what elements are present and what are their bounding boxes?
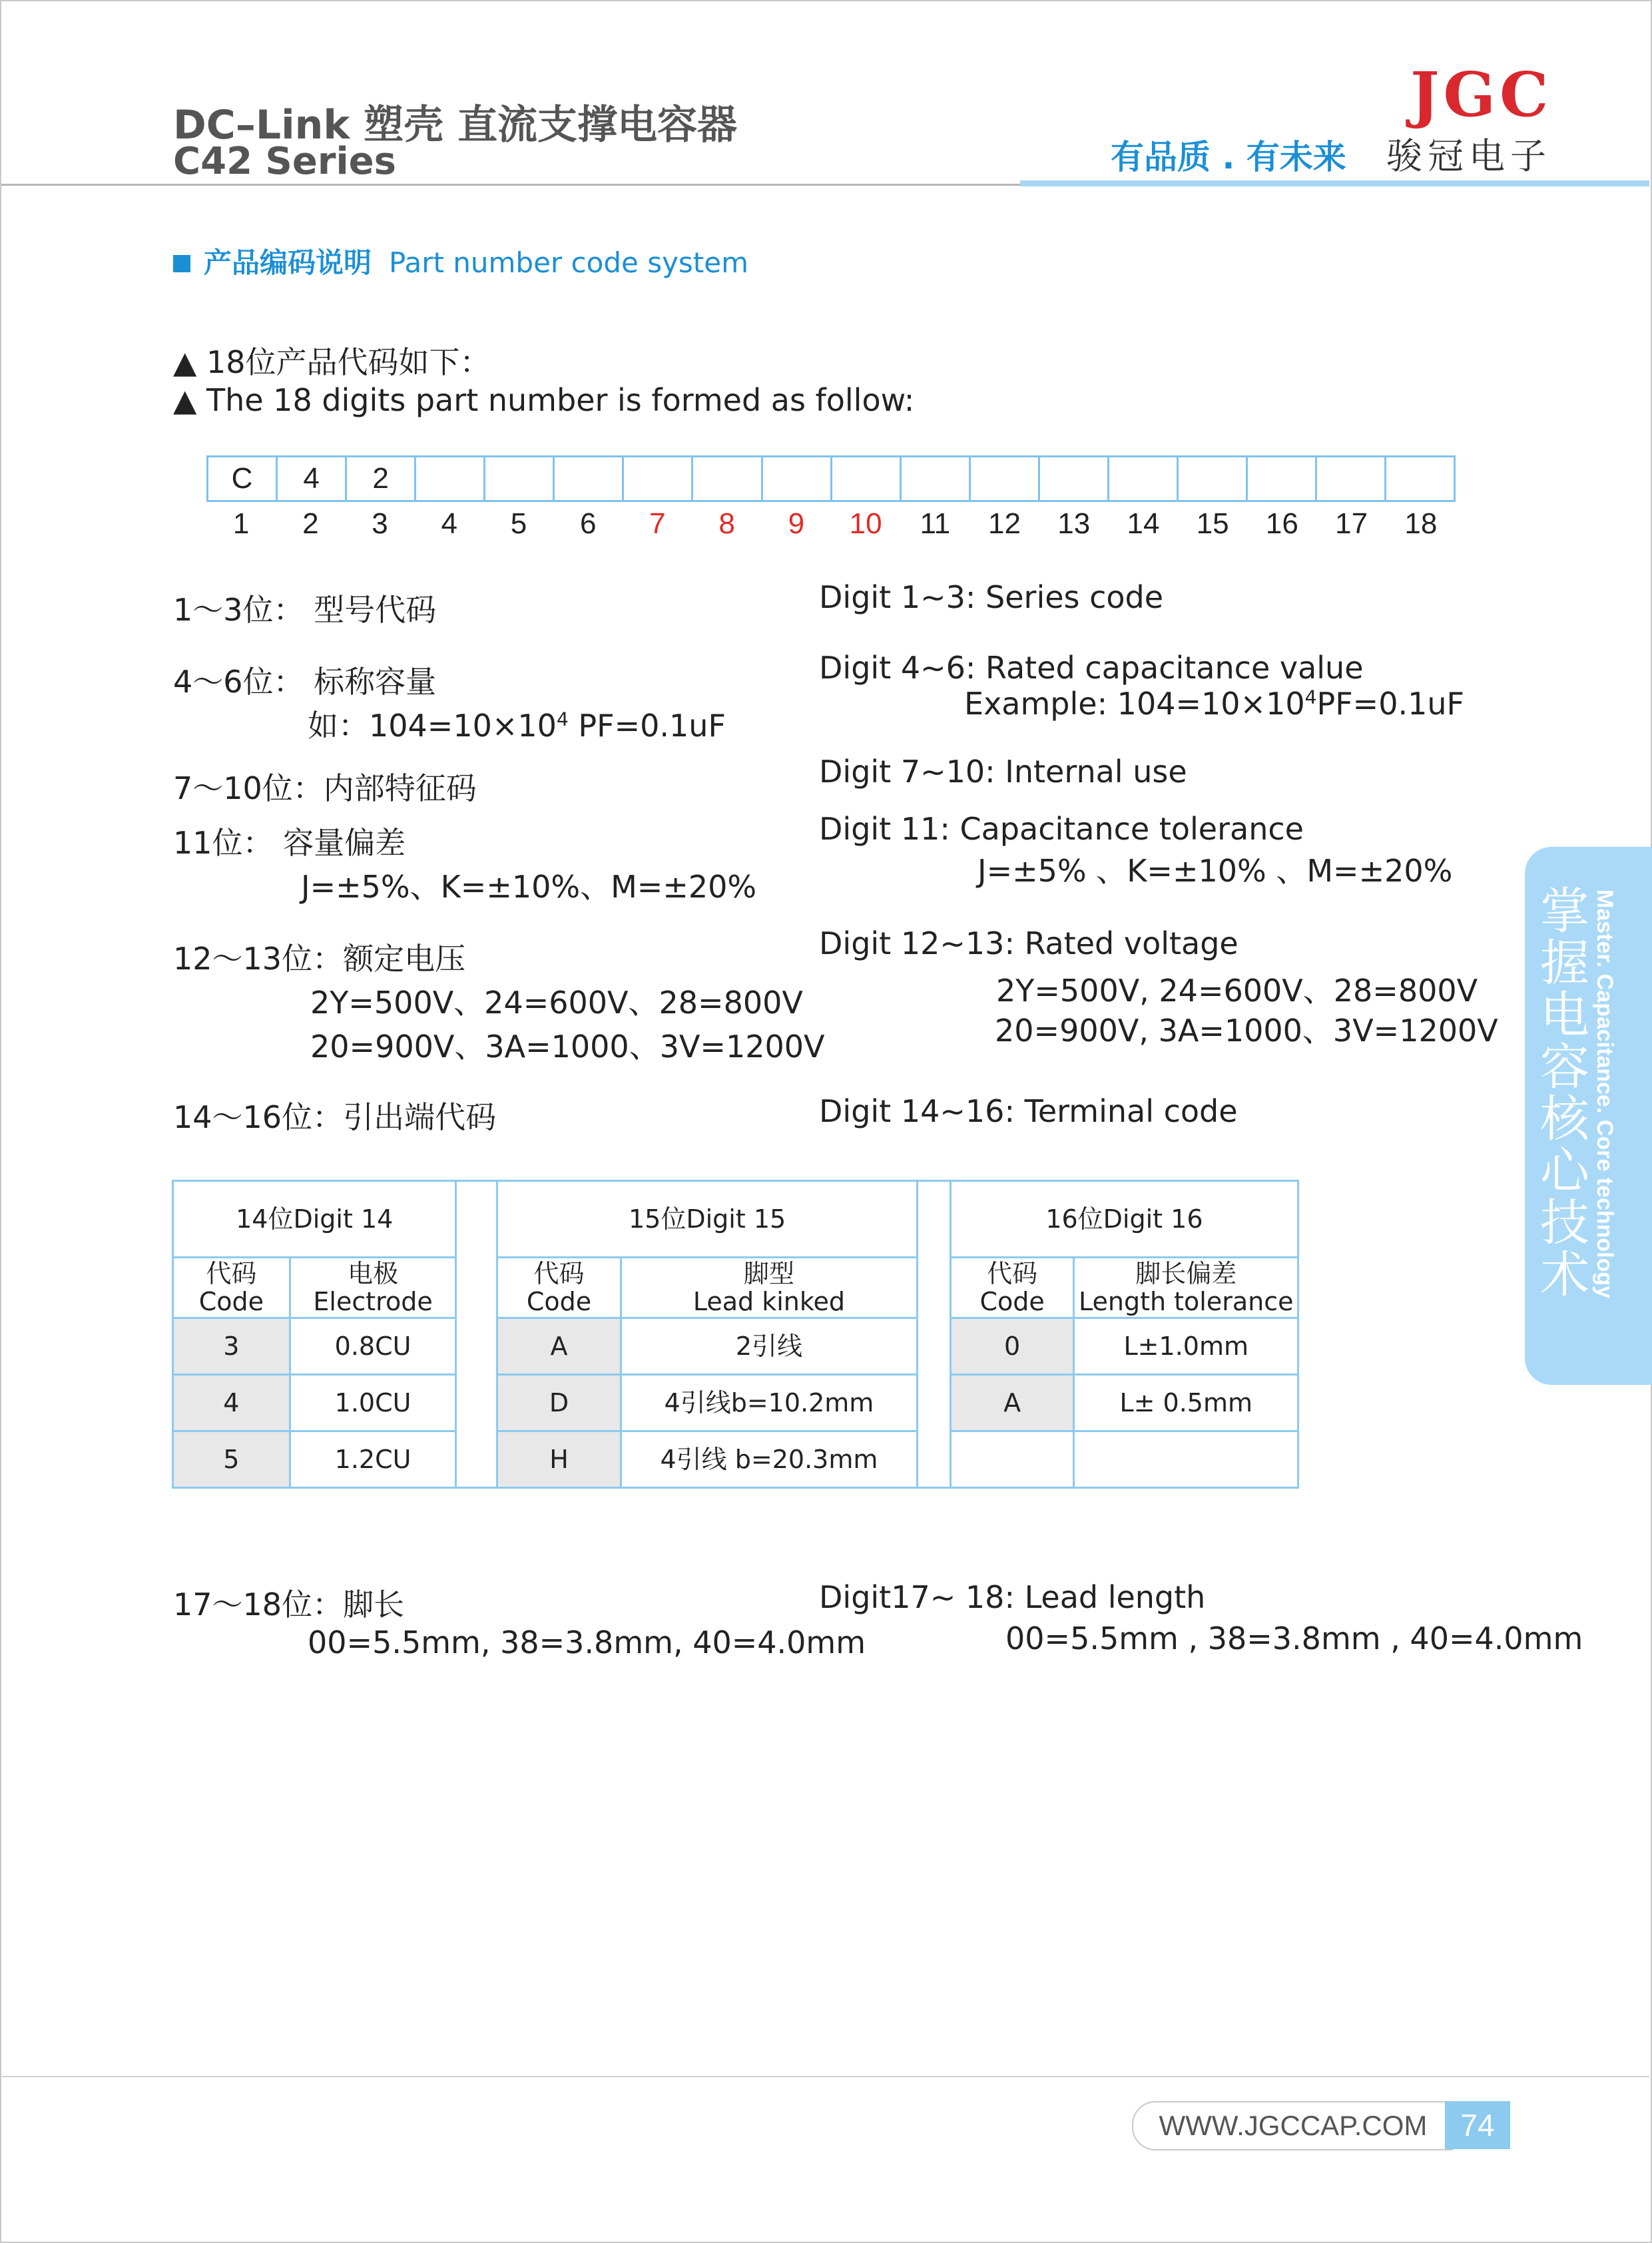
digit-cell — [693, 457, 762, 500]
digit-position-numbers — [206, 507, 1456, 541]
table-cell: L± 0.5mm — [1074, 1375, 1298, 1431]
digit-number: 16 — [1265, 507, 1298, 540]
digit-number-internal: 9 — [788, 507, 805, 540]
table-cell: A — [950, 1375, 1074, 1431]
digit-number: 6 — [579, 507, 597, 540]
digit-number: 12 — [988, 507, 1021, 540]
digit-number: 4 — [441, 507, 457, 540]
digit-cell — [1109, 457, 1179, 500]
desc-zh-digit-4-6: 4～6位： 标称容量 — [173, 664, 437, 700]
digit-cell: C — [208, 457, 278, 500]
table-cell: 1.0CU — [290, 1375, 456, 1431]
table-cell: 4引线 b=20.3mm — [621, 1431, 917, 1488]
desc-zh-digit-11-values: J=±5%、K=±10%、M=±20% — [301, 869, 757, 905]
brand-logo: JGC — [1410, 59, 1553, 130]
footer-divider — [1, 2076, 1649, 2077]
series-title: C42 Series — [173, 140, 396, 183]
table-row — [173, 1375, 1298, 1431]
header-divider-accent — [1020, 180, 1649, 186]
digit-cell — [416, 457, 485, 500]
desc-zh-digit-4-6-example: 如：$104=10\times 10^4$ PF=0.1uF — [308, 708, 726, 744]
group-header-digit-15: 15位Digit 15 — [497, 1181, 918, 1258]
desc-zh-digit-11: 11位： 容量偏差 — [173, 825, 406, 861]
col-header-code: 代码 Code — [950, 1258, 1074, 1318]
side-tab-en: Master. Capacitance. Core technology — [1592, 889, 1617, 1299]
digit-number: 14 — [1127, 507, 1160, 540]
desc-en-digit-14-16: Digit 14~16: Terminal code — [819, 1093, 1238, 1129]
table-cell: 3 — [173, 1318, 290, 1375]
digit-cell — [1248, 457, 1317, 500]
desc-en-digit-12-13-values-2: 20=900V, 3A=1000、3V=1200V — [995, 1013, 1498, 1049]
desc-en-digit-7-10: Digit 7~10: Internal use — [819, 754, 1187, 790]
table-row — [173, 1318, 1298, 1375]
table-cell: D — [497, 1375, 621, 1431]
brand-slogan: 有品质 . 有未来 — [1111, 138, 1346, 176]
table-cell: 4引线b=10.2mm — [621, 1375, 917, 1431]
header-divider — [1, 184, 1020, 186]
group-header-digit-16: 16位Digit 16 — [950, 1181, 1298, 1258]
section-title-zh: 产品编码说明 — [204, 246, 372, 279]
table-cell: H — [497, 1431, 621, 1488]
table-cell: 0 — [950, 1318, 1074, 1375]
digit-code-box — [206, 455, 1456, 502]
digit-number: 17 — [1335, 507, 1368, 540]
digit-cell — [1317, 457, 1386, 500]
table-cell: L±1.0mm — [1074, 1318, 1298, 1375]
col-header-length-tolerance: 脚长偏差 Length tolerance — [1074, 1258, 1298, 1318]
table-gap — [456, 1181, 497, 1488]
digit-number: 15 — [1196, 507, 1229, 540]
digit-cell: 2 — [347, 457, 416, 500]
digit-cell — [763, 457, 832, 500]
square-bullet-icon — [173, 255, 190, 272]
desc-en-digit-11: Digit 11: Capacitance tolerance — [819, 811, 1304, 847]
col-header-code: 代码 Code — [497, 1258, 621, 1318]
digit-number: 3 — [372, 507, 388, 540]
digit-number-internal: 7 — [649, 507, 666, 540]
table-cell — [1074, 1431, 1298, 1488]
digit-cell — [1040, 457, 1109, 500]
digit-cell — [1179, 457, 1248, 500]
desc-en-digit-4-6-example: Example: $104=10\times 10^4PF=0.1uF$ — [964, 686, 1464, 722]
digit-number-internal: 8 — [718, 507, 735, 540]
desc-zh-digit-12-13: 12～13位：额定电压 — [173, 941, 466, 977]
group-header-digit-14: 14位Digit 14 — [173, 1181, 456, 1258]
digit-number: 11 — [920, 507, 951, 540]
desc-zh-digit-12-13-values-2: 20=900V、3A=1000、3V=1200V — [310, 1029, 825, 1065]
footer-url[interactable]: WWW.JGCCAP.COM — [1132, 2101, 1453, 2150]
section-title-en: Part number code system — [389, 246, 749, 279]
digit-number: 18 — [1404, 507, 1438, 540]
digit-number-internal: 10 — [849, 507, 882, 540]
desc-zh-digit-14-16: 14～16位：引出端代码 — [173, 1099, 497, 1135]
digit-number: 13 — [1057, 507, 1091, 540]
desc-en-digit-4-6: Digit 4~6: Rated capacitance value — [819, 650, 1364, 686]
desc-zh-digit-12-13-values-1: 2Y=500V、24=600V、28=800V — [310, 985, 803, 1021]
table-row — [173, 1431, 1298, 1488]
table-cell: A — [497, 1318, 621, 1375]
desc-zh-digit-17-18-values: 00=5.5mm, 38=3.8mm, 40=4.0mm — [308, 1624, 866, 1660]
page-title: DC–Link 塑壳 直流支撑电容器 — [173, 102, 738, 148]
digit-number: 2 — [302, 507, 319, 540]
table-sub-header-row — [173, 1258, 1298, 1318]
desc-zh-digit-1-3: 1～3位： 型号代码 — [173, 592, 437, 628]
digit-cell — [555, 457, 624, 500]
digit-number: 1 — [232, 507, 250, 540]
table-cell: 0.8CU — [290, 1318, 456, 1375]
digit-cell: 4 — [278, 457, 347, 500]
desc-en-digit-12-13-values-1: 2Y=500V, 24=600V、28=800V — [996, 973, 1478, 1009]
page-number: 74 — [1445, 2101, 1510, 2149]
table-cell: 1.2CU — [290, 1431, 456, 1488]
section-title — [173, 241, 748, 281]
digit-cell — [971, 457, 1040, 500]
digit-cell — [902, 457, 971, 500]
digit-cell — [485, 457, 555, 500]
terminal-code-table — [172, 1180, 1299, 1489]
company-name: 骏冠电子 — [1386, 135, 1551, 177]
table-cell: 5 — [173, 1431, 290, 1488]
digit-cell — [624, 457, 693, 500]
intro-line-zh: ▲ 18位产品代码如下： — [173, 344, 491, 380]
col-header-electrode: 电极 Electrode — [290, 1258, 456, 1318]
desc-en-digit-12-13: Digit 12~13: Rated voltage — [819, 925, 1239, 961]
digit-cell — [1386, 457, 1454, 500]
intro-line-en: ▲ The 18 digits part number is formed as follow: — [173, 382, 915, 418]
table-cell: 4 — [173, 1375, 290, 1431]
table-cell: 2引线 — [621, 1318, 917, 1375]
digit-number: 5 — [510, 507, 527, 540]
desc-en-digit-1-3: Digit 1~3: Series code — [819, 579, 1164, 615]
desc-en-digit-17-18-values: 00=5.5mm , 38=3.8mm , 40=4.0mm — [1005, 1620, 1583, 1656]
table-gap — [918, 1181, 951, 1488]
col-header-lead-kinked: 脚型 Lead kinked — [621, 1258, 917, 1318]
desc-zh-digit-7-10: 7～10位：内部特征码 — [173, 770, 477, 806]
table-group-header-row — [173, 1181, 1298, 1258]
side-tab-zh: 掌握电容核心技术 — [1540, 883, 1589, 1304]
col-header-code: 代码 Code — [173, 1258, 290, 1318]
desc-en-digit-11-values: J=±5% 、K=±10% 、M=±20% — [977, 853, 1453, 889]
desc-en-digit-17-18: Digit17~ 18: Lead length — [819, 1579, 1206, 1615]
table-cell — [950, 1431, 1074, 1488]
digit-cell — [832, 457, 902, 500]
desc-zh-digit-17-18: 17～18位：脚长 — [173, 1587, 405, 1622]
